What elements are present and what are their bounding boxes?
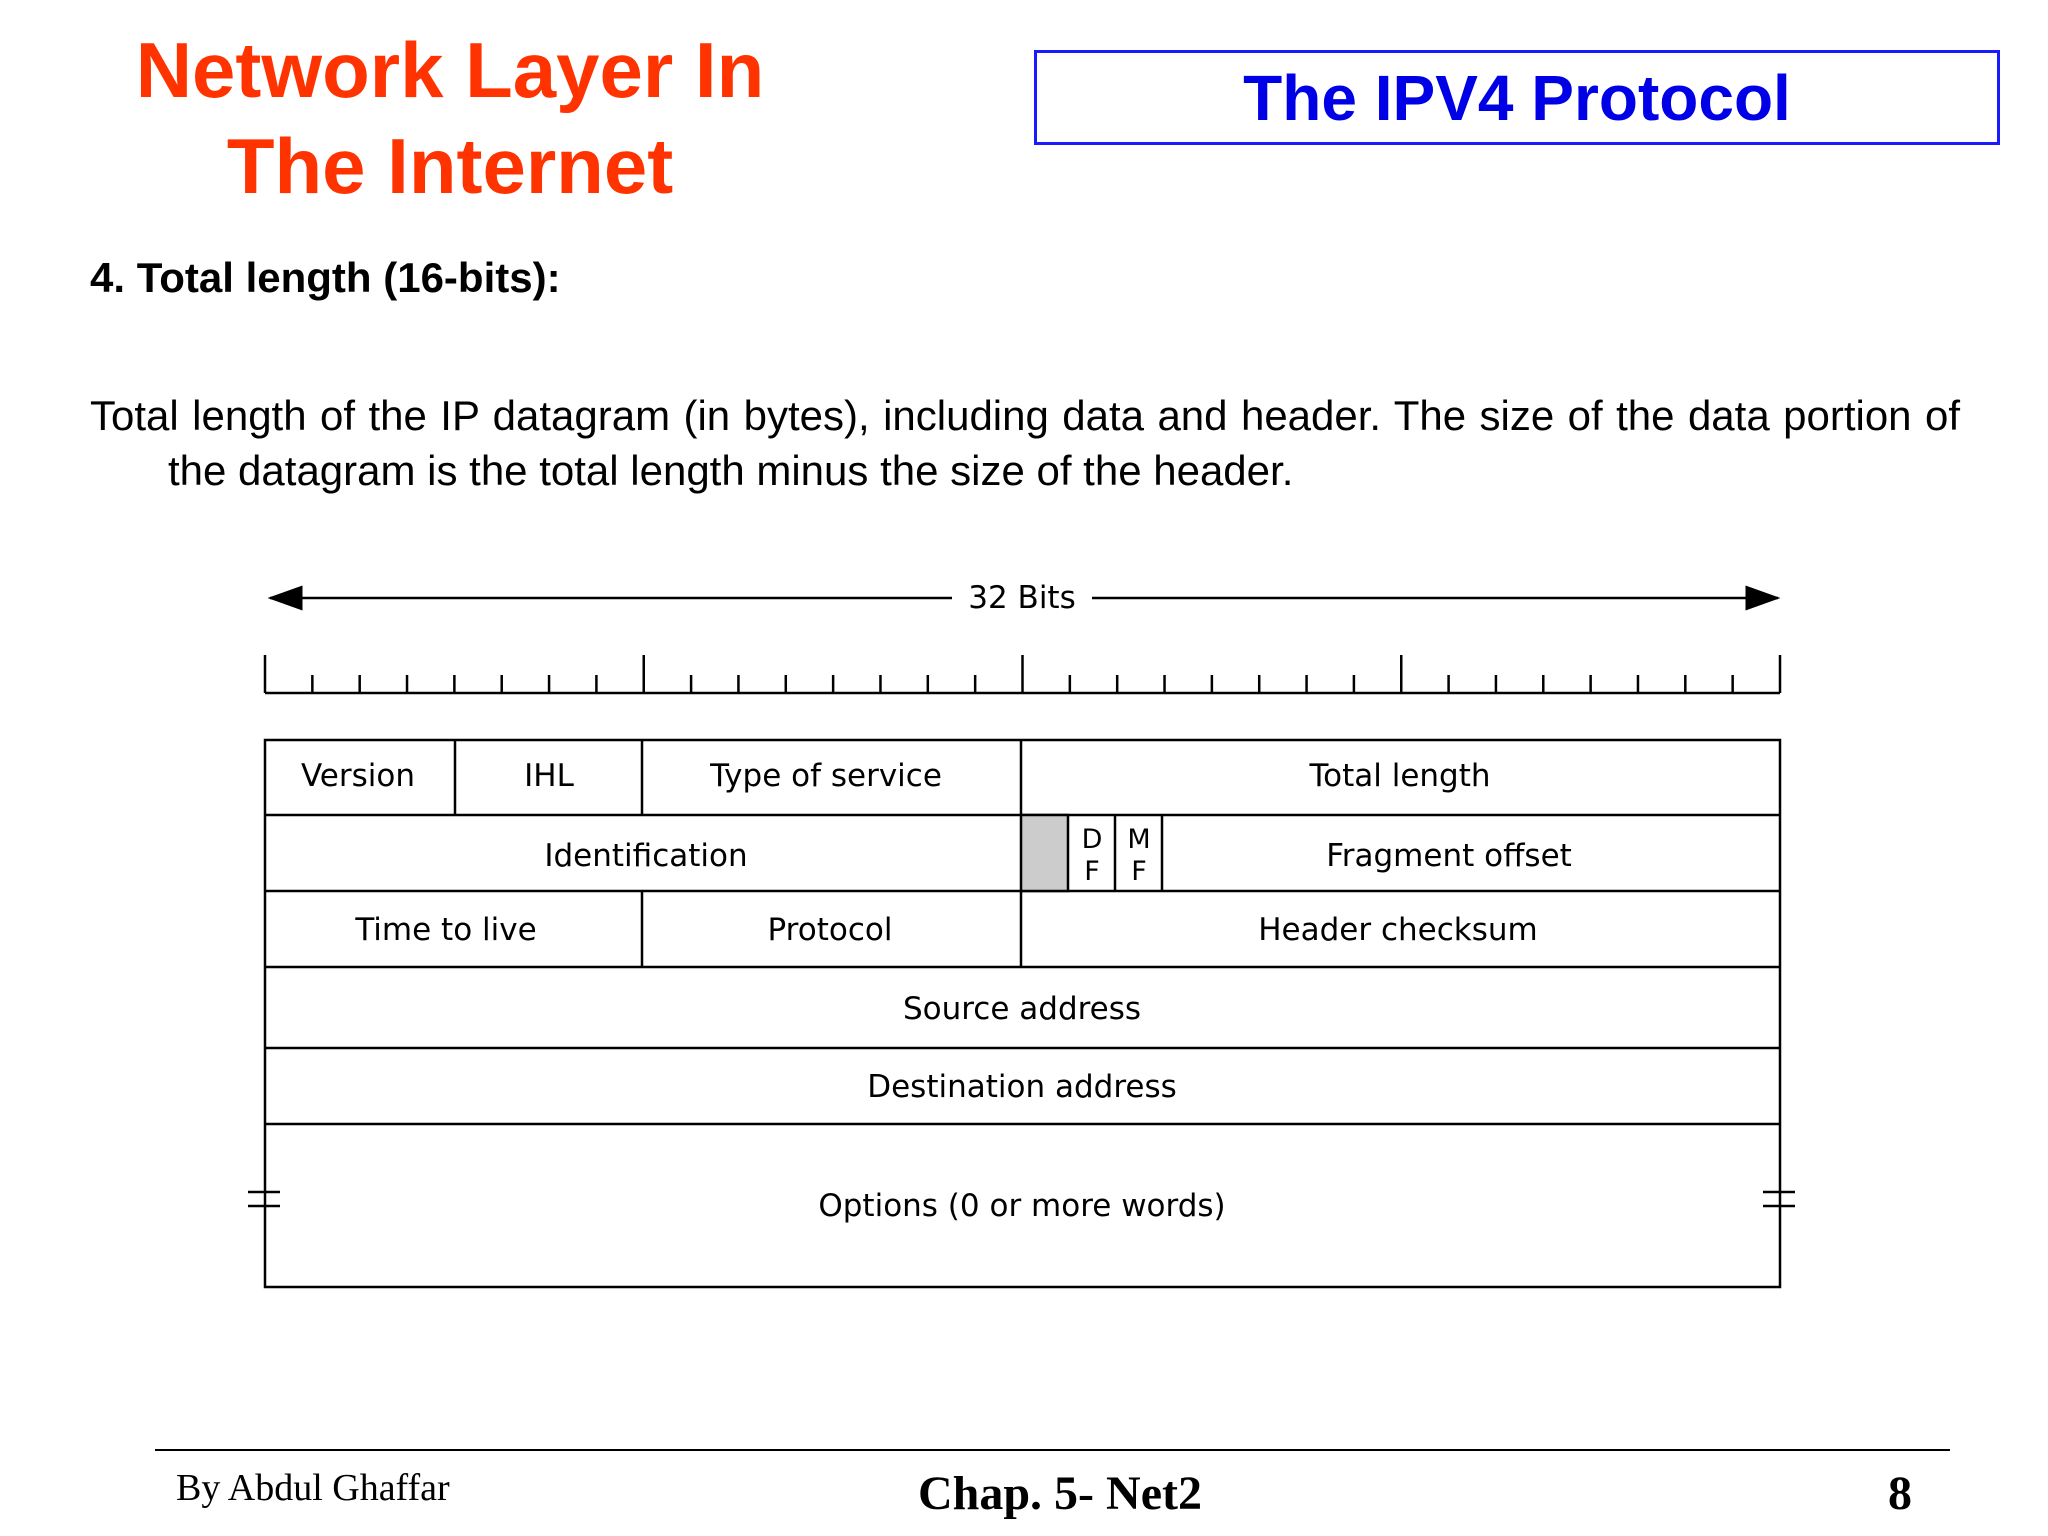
field-identification: Identification bbox=[544, 838, 748, 874]
field-fragment-offset: Fragment offset bbox=[1326, 838, 1572, 874]
field-version: Version bbox=[301, 758, 415, 794]
bit-ruler bbox=[265, 655, 1780, 693]
field-labels bbox=[301, 758, 1572, 1224]
footer-divider bbox=[155, 1449, 1950, 1451]
field-mf-bottom: F bbox=[1131, 856, 1147, 887]
field-options: Options (0 or more words) bbox=[818, 1188, 1226, 1224]
field-total-length: Total length bbox=[1309, 758, 1491, 794]
field-destination-address: Destination address bbox=[867, 1069, 1177, 1105]
page-number: 8 bbox=[1888, 1467, 1912, 1520]
section-heading: 4. Total length (16-bits): bbox=[90, 254, 561, 301]
bit-width-indicator bbox=[270, 580, 1778, 616]
slide-title-line1: Network Layer In bbox=[135, 26, 765, 114]
field-type-of-service: Type of service bbox=[710, 758, 942, 794]
field-source-address: Source address bbox=[902, 991, 1142, 1027]
field-df-bottom: F bbox=[1084, 856, 1100, 887]
body-paragraph: Total length of the IP datagram (in bytes), including data and header. The size of the data portion of the datagram is the total length minus the size of the header. bbox=[90, 392, 1960, 494]
topic-title: The IPV4 Protocol bbox=[1243, 61, 1791, 134]
field-header-checksum: Header checksum bbox=[1258, 912, 1538, 948]
field-mf-top: M bbox=[1127, 824, 1151, 855]
field-ihl: IHL bbox=[524, 758, 574, 794]
footer-author: By Abdul Ghaffar bbox=[176, 1467, 450, 1509]
width-label: 32 Bits bbox=[968, 580, 1076, 616]
field-protocol: Protocol bbox=[767, 912, 893, 948]
reserved-bit bbox=[1021, 815, 1068, 891]
field-df-top: D bbox=[1081, 824, 1103, 855]
field-time-to-live: Time to live bbox=[355, 912, 537, 948]
footer-chapter: Chap. 5- Net2 bbox=[918, 1467, 1202, 1520]
slide-title-line2: The Internet bbox=[226, 122, 674, 210]
